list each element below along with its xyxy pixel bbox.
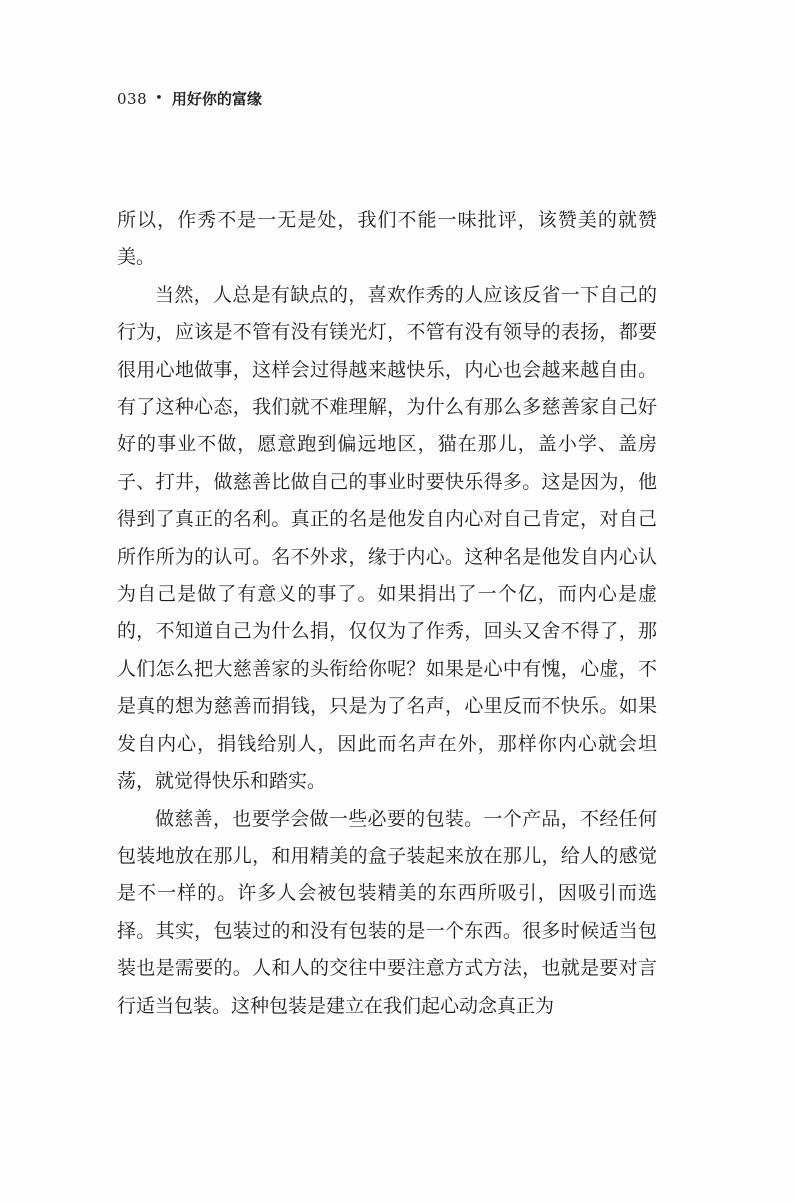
page-header — [117, 88, 262, 109]
book-title: 用好你的富缘 — [171, 90, 262, 108]
paragraph: 做慈善，也要学会做一些必要的包装。一个产品，不经任何包装地放在那儿，和用精美的盒子装起来放在那儿，给人的感觉是不一样的。许多人会被包装精美的东西所吸引，因吸引而选择。其实，包装过的和没有包装的是一个东西。很多时候适当包装也是需要的。人和人的交往中要注意方式方法，也就是要对言行适当包装。这种包装是建立在我们起心动念真正为 — [117, 807, 657, 1017]
paragraph: 当然，人总是有缺点的，喜欢作秀的人应该反省一下自己的行为，应该是不管有没有镁光灯，不管有没有领导的表扬，都要很用心地做事，这样会过得越来越快乐，内心也会越来越自由。有了这种心态，我们就不难理解，为什么有那么多慈善家自己好好的事业不做，愿意跑到偏远地区，猫在那儿，盖小学、盖房子、打井，做慈善比做自己的事业时要快乐得多。这是因为，他得到了真正的名利。真正的名是他发自内心对自己肯定，对自己所作所为的认可。名不外求，缘于内心。这种名是他发自内心认为自己是做了有意义的事了。如果捐出了一个亿，而内心是虚的，不知道自己为什么捐，仅仅为了作秀，回头又舍不得了，那人们怎么把大慈善家的头衔给你呢？如果是心中有愧，心虚，不是真的想为慈善而捐钱，只是为了名声，心里反而不快乐。如果发自内心，捐钱给别人，因此而名声在外，那样你内心就会坦荡，就觉得快乐和踏实。 — [117, 283, 657, 793]
header-separator: • — [155, 91, 163, 106]
body-text — [117, 202, 657, 1025]
page-number: 038 — [117, 89, 148, 108]
paragraph-continued: 所以，作秀不是一无是处，我们不能一味批评，该赞美的就赞美。 — [117, 209, 657, 269]
